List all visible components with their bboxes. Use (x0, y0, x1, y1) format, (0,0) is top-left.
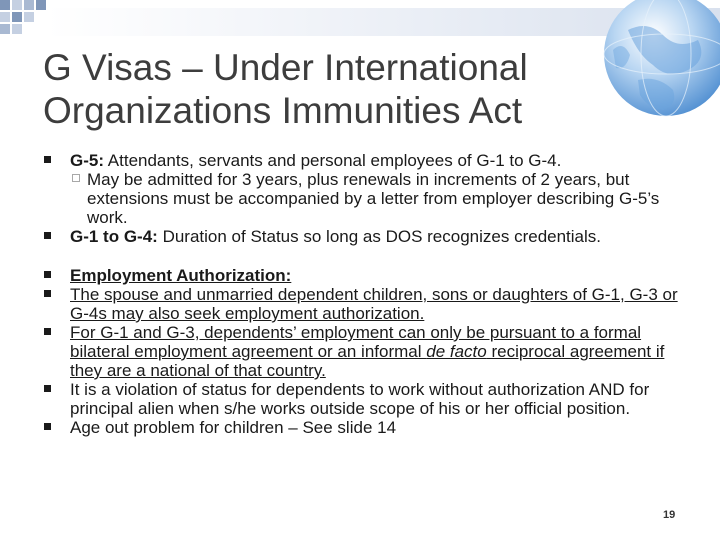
bullet-g1-g3-dependents (44, 323, 694, 380)
bullet-text: It is a violation of status for dependents to work without authorization AND for principal alien when s/he works outside scope of his or her official position. (70, 380, 650, 418)
bullet-text: Age out problem for children – See slide 14 (70, 418, 397, 437)
bullet-text: The spouse and unmarried dependent children, sons or daughters of G-1, G-3 or G-4s may also seek employment authorization. (70, 285, 678, 323)
square-bullet-icon (44, 156, 51, 163)
square-bullet-icon (44, 290, 51, 297)
square-bullet-icon (44, 423, 51, 430)
bullet-text: Attendants, servants and personal employees of G-1 to G-4. (104, 151, 562, 170)
bullet-g1-g4 (44, 227, 694, 246)
bullet-lead: G-5: (70, 151, 104, 170)
hollow-square-bullet-icon (72, 174, 80, 182)
square-bullet-icon (44, 385, 51, 392)
sub-bullet-text: May be admitted for 3 years, plus renewals in increments of 2 years, but extensions must be accompanied by a letter from employer describing G-5’s work. (87, 170, 660, 227)
bullet-heading: Employment Authorization: (70, 266, 292, 285)
bullet-employment-authorization (44, 266, 694, 285)
bullet-text: Duration of Status so long as DOS recognizes credentials. (157, 227, 602, 246)
bullet-violation (44, 380, 694, 418)
page-number: 19 (663, 509, 676, 521)
bullet-text-b: reciprocal agreement if they are a national of that country. (70, 342, 665, 380)
bullet-text-italic: de facto (426, 342, 487, 361)
bullet-text-a: For G-1 and G-3, dependents’ employment can only be pursuant to a formal bilateral employment agreement or an informal (70, 323, 642, 361)
square-bullet-icon (44, 328, 51, 335)
title-line-1: G Visas – Under International (43, 47, 528, 88)
slide-title (43, 46, 603, 132)
bullet-age-out (44, 418, 694, 437)
sub-bullet-admission (44, 170, 694, 227)
bullet-list (44, 151, 694, 437)
bullet-lead: G-1 to G-4: (70, 227, 158, 246)
title-line-2: Organizations Immunities Act (43, 90, 523, 131)
square-bullet-icon (44, 232, 51, 239)
bullet-g5 (44, 151, 694, 170)
square-bullet-icon (44, 271, 51, 278)
bullet-dependents (44, 285, 694, 323)
